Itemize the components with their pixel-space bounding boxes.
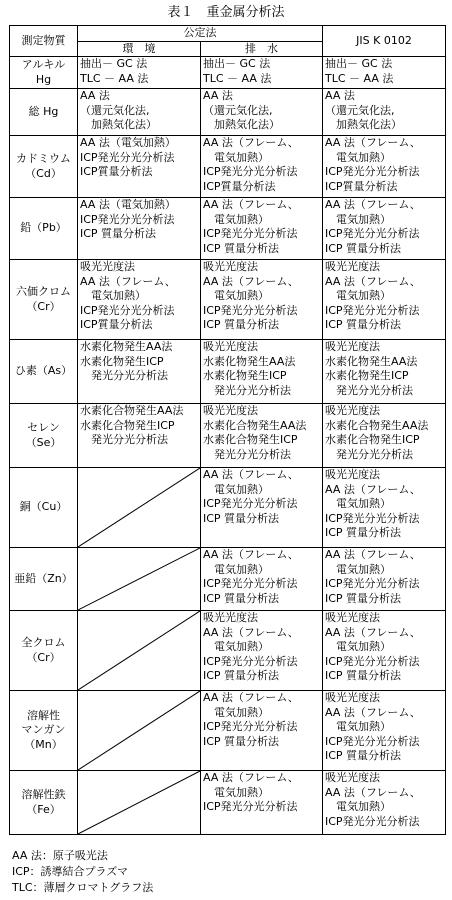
method-line: ICP 質量分析法 — [325, 669, 402, 682]
substance-cell — [10, 89, 78, 136]
method-line: 電気加熱） — [203, 640, 269, 653]
diagonal-line — [78, 691, 200, 770]
method-line: ICP 質量分析法 — [325, 318, 402, 331]
method-line: 電気加熱） — [203, 482, 269, 496]
method-line: 水素化合物発生AA法 — [80, 404, 184, 417]
method-line: （Cr） — [26, 650, 61, 664]
method-line: 全クロム — [21, 636, 66, 649]
substance-cell — [10, 340, 78, 404]
method-line: 水素化物発生AA法 — [325, 354, 418, 368]
method-line: AA 法（フレーム、 — [203, 548, 299, 561]
method-line: 加熱気化法） — [325, 118, 402, 131]
method-line: 水素化合物発生ICP — [325, 433, 420, 446]
substance-cell — [10, 771, 78, 835]
method-line: AA 法（電気加熱） — [80, 136, 176, 149]
drainage-cell — [201, 691, 323, 771]
method-line: 電気加熱） — [325, 497, 391, 510]
table-row — [10, 340, 446, 404]
method-line: ICP質量分析法 — [203, 179, 276, 193]
header-official-method: 公定法 — [78, 26, 323, 42]
method-line: 電気加熱） — [203, 289, 269, 302]
method-line: （Mn） — [24, 737, 63, 751]
method-line: ICP発光分光分析法 — [203, 720, 298, 733]
substance-cell — [10, 468, 78, 548]
method-line: セレン — [27, 421, 60, 434]
method-line: 吸光光度法 — [325, 404, 380, 417]
note-aa: AA 法：原子吸光法 — [12, 849, 108, 862]
environment-cell-not-applicable — [78, 771, 201, 835]
legend-notes — [12, 848, 153, 896]
jis-cell — [323, 136, 446, 198]
method-line: 電気加熱） — [203, 705, 269, 719]
method-line: ICP 質量分析法 — [203, 669, 280, 682]
environment-cell — [78, 404, 201, 468]
method-line: 電気加熱） — [325, 800, 391, 813]
method-line: ICP発光分光分析法 — [203, 165, 298, 178]
environment-cell — [78, 57, 201, 89]
substance-cell — [10, 611, 78, 691]
method-line: 吸光光度法 — [325, 340, 380, 353]
method-line: AA 法（フレーム、 — [203, 198, 299, 211]
jis-cell — [323, 611, 446, 691]
drainage-cell — [201, 611, 323, 691]
method-line: ICP発光分光分析法 — [203, 303, 298, 317]
jis-cell — [323, 340, 446, 404]
method-line: 電気加熱） — [325, 720, 391, 733]
method-line: 電気加熱） — [325, 212, 391, 226]
method-line: （還元気化法, — [80, 103, 150, 117]
analysis-table — [9, 25, 446, 835]
method-line: 亜鉛（Zn） — [14, 571, 73, 585]
method-line: 吸光光度法 — [325, 691, 380, 704]
method-line: 電気加熱） — [325, 640, 391, 653]
method-line: 発光分光分析法 — [80, 433, 168, 446]
method-line: AA 法 — [325, 89, 355, 102]
method-line: 電気加熱） — [80, 289, 146, 302]
drainage-cell — [201, 404, 323, 468]
method-line: AA 法 — [203, 89, 233, 102]
method-line: AA 法（フレーム、 — [325, 136, 421, 149]
environment-cell — [78, 260, 201, 340]
method-line: ICP 質量分析法 — [203, 591, 280, 605]
method-line: ICP発光分光分析法 — [203, 654, 298, 668]
method-line: 六価クロム — [16, 285, 71, 298]
diagonal-line — [78, 548, 200, 610]
method-line: ICP質量分析法 — [80, 165, 153, 178]
method-line: 水素化物発生AA法 — [203, 354, 296, 368]
method-line: ICP 質量分析法 — [80, 227, 157, 240]
substance-cell — [10, 404, 78, 468]
method-line: AA 法（電気加熱） — [80, 198, 176, 211]
method-line: 溶解性鉄 — [21, 788, 66, 801]
substance-cell — [10, 260, 78, 340]
method-line: ICP 質量分析法 — [325, 526, 402, 539]
method-line: （還元気化法, — [325, 103, 395, 117]
method-line: 水素化物発生ICP — [80, 354, 164, 368]
table-row — [10, 548, 446, 611]
method-line: 吸光光度法 — [203, 260, 258, 273]
table-row — [10, 89, 446, 136]
method-line: 電気加熱） — [325, 150, 391, 164]
method-line: 抽出－ GC 法 — [325, 57, 393, 70]
method-line: 吸光光度法 — [325, 260, 380, 273]
method-line: ICP 質量分析法 — [203, 511, 280, 525]
method-line: ICP発光分光分析法 — [325, 814, 420, 828]
substance-cell — [10, 691, 78, 771]
method-line: マンガン — [21, 723, 66, 737]
method-line: 発光分光分析法 — [325, 447, 413, 461]
method-line: AA 法（フレーム、 — [203, 691, 299, 704]
method-line: AA 法（フレーム、 — [203, 468, 299, 481]
method-line: ICP発光分光分析法 — [325, 165, 420, 178]
drainage-cell — [201, 57, 323, 89]
method-line: ICP 質量分析法 — [325, 591, 402, 605]
method-line: 電気加熱） — [203, 562, 269, 576]
table-row — [10, 136, 446, 198]
diagonal-line — [78, 611, 200, 690]
substance-cell — [10, 57, 78, 89]
table-row — [10, 691, 446, 771]
method-line: 吸光光度法 — [325, 468, 380, 481]
method-line: AA 法（フレーム、 — [325, 625, 421, 639]
method-line: ICP発光分光分析法 — [80, 150, 175, 164]
jis-cell — [323, 89, 446, 136]
method-line: TLC － AA 法 — [80, 71, 149, 85]
table-row — [10, 468, 446, 548]
method-line: ICP 質量分析法 — [203, 734, 280, 748]
table-body — [10, 57, 446, 835]
method-line: ICP 質量分析法 — [325, 241, 402, 255]
method-line: ICP発光分光分析法 — [80, 303, 175, 317]
method-line: カドミウム — [16, 152, 71, 165]
jis-cell — [323, 691, 446, 771]
method-line: ICP発光分光分析法 — [203, 577, 298, 590]
drainage-cell — [201, 340, 323, 404]
method-line: AA 法（フレーム、 — [325, 785, 421, 799]
method-line: Hg — [35, 72, 52, 86]
header-environment: 環 境 — [78, 41, 201, 57]
method-line: ICP質量分析法 — [325, 179, 398, 193]
method-line: AA 法（フレーム、 — [203, 274, 299, 288]
method-line: ICP 質量分析法 — [203, 318, 280, 331]
method-line: 抽出－ GC 法 — [80, 57, 148, 70]
method-line: AA 法（フレーム、 — [203, 136, 299, 149]
header-substance: 測定物質 — [10, 26, 78, 57]
method-line: AA 法（フレーム、 — [203, 771, 299, 784]
environment-cell — [78, 340, 201, 404]
method-line: ICP発光分光分析法 — [325, 577, 420, 590]
method-line: TLC － AA 法 — [203, 71, 272, 85]
method-line: ICP発光分光分析法 — [203, 227, 298, 240]
note-tlc: TLC：薄層クロマトグラフ法 — [12, 881, 154, 894]
method-line: ICP発光分光分析法 — [325, 303, 420, 317]
method-line: 加熱気化法） — [203, 118, 280, 131]
method-line: ICP発光分光分析法 — [80, 212, 175, 226]
method-line: 水素化合物発生ICP — [203, 433, 298, 446]
drainage-cell — [201, 198, 323, 260]
jis-cell — [323, 468, 446, 548]
table-row — [10, 771, 446, 835]
jis-cell — [323, 260, 446, 340]
table-row — [10, 404, 446, 468]
method-line: （Fe） — [26, 802, 61, 816]
method-line: 吸光光度法 — [203, 340, 258, 353]
method-line: アルキル — [21, 58, 66, 71]
method-line: 発光分光分析法 — [80, 369, 168, 382]
environment-cell-not-applicable — [78, 548, 201, 611]
jis-cell — [323, 404, 446, 468]
method-line: 発光分光分析法 — [203, 447, 291, 461]
method-line: ICP 質量分析法 — [325, 749, 402, 762]
note-icp: ICP：誘導結合プラズマ — [12, 865, 129, 878]
method-line: 総 Hg — [28, 104, 59, 118]
method-line: 電気加熱） — [325, 289, 391, 302]
diagonal-line — [78, 771, 200, 834]
method-line: 水素化合物発生AA法 — [325, 418, 429, 432]
method-line: （還元気化法, — [203, 103, 273, 117]
jis-cell — [323, 771, 446, 835]
substance-cell — [10, 198, 78, 260]
drainage-cell — [201, 89, 323, 136]
environment-cell — [78, 198, 201, 260]
environment-cell — [78, 136, 201, 198]
method-line: 水素化合物発生AA法 — [203, 418, 307, 432]
drainage-cell — [201, 136, 323, 198]
method-line: AA 法（フレーム、 — [325, 482, 421, 496]
method-line: 水素化合物発生ICP — [80, 418, 175, 432]
method-line: ICP発光分光分析法 — [203, 497, 298, 510]
drainage-cell — [201, 260, 323, 340]
substance-cell — [10, 548, 78, 611]
method-line: 抽出－ GC 法 — [203, 57, 271, 70]
table-row — [10, 198, 446, 260]
method-line: AA 法（フレーム、 — [203, 625, 299, 639]
method-line: 水素化物発生AA法 — [80, 340, 173, 353]
jis-cell — [323, 57, 446, 89]
method-line: 吸光光度法 — [325, 771, 380, 784]
method-line: 水素化物発生ICP — [325, 369, 409, 382]
method-line: 溶解性 — [27, 708, 60, 722]
method-line: 電気加熱） — [203, 212, 269, 226]
method-line: ICP発光分光分析法 — [203, 800, 298, 813]
substance-cell — [10, 136, 78, 198]
table-row — [10, 260, 446, 340]
method-line: ICP質量分析法 — [80, 318, 153, 331]
method-line: AA 法（フレーム、 — [325, 198, 421, 211]
method-line: 電気加熱） — [325, 562, 391, 576]
table-row — [10, 611, 446, 691]
header-jis: JIS K 0102 — [323, 26, 446, 57]
table-row — [10, 57, 446, 89]
jis-cell — [323, 198, 446, 260]
table-title: 表１ 重金属分析法 — [167, 5, 285, 20]
method-line: 発光分光分析法 — [325, 383, 413, 397]
method-line: 吸光光度法 — [203, 611, 258, 624]
method-line: 水素化物発生ICP — [203, 369, 287, 382]
drainage-cell — [201, 548, 323, 611]
method-line: ICP 質量分析法 — [203, 241, 280, 255]
jis-cell — [323, 548, 446, 611]
method-line: 吸光光度法 — [203, 404, 258, 417]
header-drainage: 排 水 — [201, 41, 323, 57]
method-line: 電気加熱） — [203, 150, 269, 164]
method-line: （Se） — [25, 435, 62, 449]
method-line: 加熱気化法） — [80, 118, 157, 131]
method-line: 吸光光度法 — [325, 611, 380, 624]
method-line: ICP発光分光分析法 — [325, 511, 420, 525]
method-line: TLC － AA 法 — [325, 71, 394, 85]
method-line: ひ素（As） — [14, 364, 73, 378]
method-line: AA 法（フレーム、 — [325, 705, 421, 719]
environment-cell — [78, 89, 201, 136]
method-line: ICP発光分光分析法 — [325, 734, 420, 748]
drainage-cell — [201, 771, 323, 835]
method-line: ICP発光分光分析法 — [325, 227, 420, 240]
method-line: AA 法（フレーム、 — [80, 274, 176, 288]
method-line: 発光分光分析法 — [203, 383, 291, 397]
method-line: 鉛（Pb） — [20, 221, 67, 235]
method-line: AA 法（フレーム、 — [325, 548, 421, 561]
diagonal-line — [78, 468, 200, 547]
method-line: 銅（Cu） — [19, 500, 68, 514]
method-line: （Cr） — [26, 299, 61, 313]
method-line: 吸光光度法 — [80, 260, 135, 273]
method-line: ICP発光分光分析法 — [325, 654, 420, 668]
method-line: AA 法（フレーム、 — [325, 274, 421, 288]
environment-cell-not-applicable — [78, 468, 201, 548]
method-line: AA 法 — [80, 89, 110, 102]
method-line: （Cd） — [25, 166, 62, 180]
drainage-cell — [201, 468, 323, 548]
environment-cell-not-applicable — [78, 611, 201, 691]
environment-cell-not-applicable — [78, 691, 201, 771]
method-line: 電気加熱） — [203, 785, 269, 799]
